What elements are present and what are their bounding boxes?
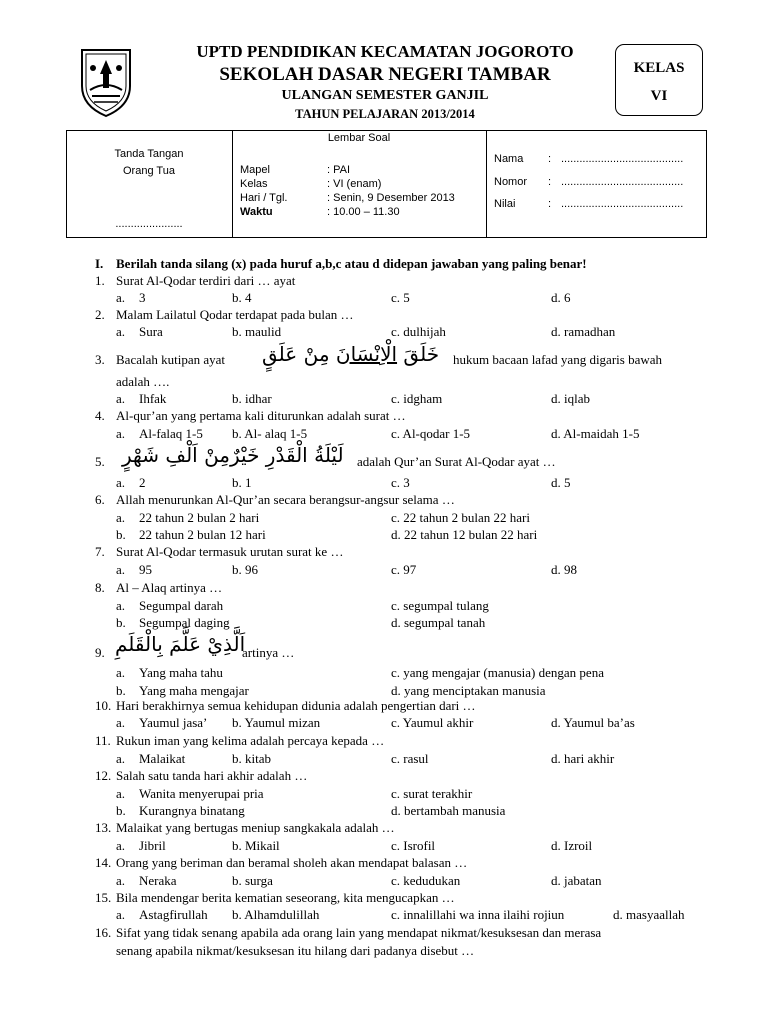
q8-option-a-letter: a. [116, 598, 126, 613]
q14-option-c[interactable]: c. kedudukan [391, 873, 461, 888]
q2-option-c[interactable]: c. dulhijah [391, 324, 446, 339]
q6-option-a[interactable]: 22 tahun 2 bulan 2 hari [139, 510, 260, 525]
q7-option-d[interactable]: d. 98 [551, 562, 577, 577]
field-date-value: : Senin, 9 Desember 2013 [327, 192, 455, 204]
q4-text: Al-qur’an yang pertama kali diturunkan adalah surat … [116, 408, 406, 423]
q8-option-b[interactable]: Segumpal daging [139, 615, 230, 630]
student-name-field[interactable]: ........................................ [561, 153, 684, 165]
q8-option-c[interactable]: c. segumpal tulang [391, 598, 489, 613]
q4-number: 4. [95, 408, 105, 423]
q1-text: Surat Al-Qodar terdiri dari … ayat [116, 273, 296, 288]
q4-option-a[interactable]: Al-falaq 1-5 [139, 426, 203, 441]
q5-option-a-letter: a. [116, 475, 126, 490]
q12-option-b[interactable]: Kurangnya binatang [139, 803, 245, 818]
q14-number: 14. [95, 855, 112, 870]
q8-option-a[interactable]: Segumpal darah [139, 598, 224, 613]
q16-text-2: senang apabila nikmat/kesuksesan itu hilang dari padanya disebut … [116, 943, 475, 958]
q6-text: Allah menurunkan Al-Qur’an secara berangsur-angsur selama … [116, 492, 455, 507]
q6-option-a-letter: a. [116, 510, 126, 525]
q12-option-b-letter: b. [116, 803, 126, 818]
q14-option-a[interactable]: Neraka [139, 873, 177, 888]
q5-option-a[interactable]: 2 [139, 475, 146, 490]
q9-option-d[interactable]: d. yang menciptakan manusia [391, 683, 546, 698]
q15-option-a[interactable]: Astagfirullah [139, 907, 208, 922]
q14-text: Orang yang beriman dan beramal sholeh akan mendapat balasan … [116, 855, 468, 870]
q13-number: 13. [95, 820, 112, 835]
q5-option-c[interactable]: c. 3 [391, 475, 410, 490]
q15-option-d[interactable]: d. masyaallah [613, 907, 685, 922]
field-time-value: : 10.00 – 11.30 [327, 206, 400, 218]
info-divider-right [486, 130, 487, 238]
q15-number: 15. [95, 890, 112, 905]
q9-number: 9. [95, 645, 105, 660]
q13-option-a[interactable]: Jibril [139, 838, 166, 853]
q14-option-a-letter: a. [116, 873, 126, 888]
q5-option-b[interactable]: b. 1 [232, 475, 252, 490]
student-number-label: Nomor [494, 176, 528, 188]
q16-text-1: Sifat yang tidak senang apabila ada orang lain yang mendapat nikmat/kesuksesan dan merasa [116, 925, 602, 940]
q16-number: 16. [95, 925, 112, 940]
q3-text-2: hukum bacaan lafad yang digaris bawah [453, 352, 663, 367]
q3-arabic [262, 342, 439, 366]
q3-option-d[interactable]: d. iqlab [551, 391, 590, 406]
q8-option-d[interactable]: d. segumpal tanah [391, 615, 486, 630]
q12-option-d[interactable]: d. bertambah manusia [391, 803, 506, 818]
q7-text: Surat Al-Qodar termasuk urutan surat ke … [116, 544, 344, 559]
q11-option-d[interactable]: d. hari akhir [551, 751, 615, 766]
q14-option-b[interactable]: b. surga [232, 873, 273, 888]
instruction-number: I. [95, 256, 104, 271]
q12-option-c[interactable]: c. surat terakhir [391, 786, 473, 801]
q7-option-a[interactable]: 95 [139, 562, 152, 577]
school-logo-emblem [76, 46, 136, 118]
q2-option-a-letter: a. [116, 324, 126, 339]
q12-number: 12. [95, 768, 112, 783]
q5-arabic: لَيْلَةُ الْقَدْرِ خَيْرٌمِنْ اَلْفِ شَهْرٍ [122, 443, 344, 467]
q8-number: 8. [95, 580, 105, 595]
info-divider-left [232, 130, 233, 238]
class-label: KELAS [633, 60, 685, 76]
q5-number: 5. [95, 454, 105, 469]
q2-text: Malam Lailatul Qodar terdapat pada bulan … [116, 307, 354, 322]
header-school-name: SEKOLAH DASAR NEGERI TAMBAR [219, 64, 551, 85]
q4-option-a-letter: a. [116, 426, 126, 441]
student-score-label: Nilai [494, 198, 516, 210]
instruction-text: Berilah tanda silang (x) pada huruf a,b,c atau d didepan jawaban yang paling benar! [116, 256, 587, 271]
q1-option-a-letter: a. [116, 290, 126, 305]
field-mapel-value: : PAI [327, 164, 351, 176]
sheet-title: Lembar Soal [327, 132, 391, 144]
q10-text: Hari berakhirnya semua kehidupan didunia adalah pengertian dari … [116, 698, 476, 713]
q3-option-a-letter: a. [116, 391, 126, 406]
q8-text: Al – Alaq artinya … [116, 580, 223, 595]
q3-option-b[interactable]: b. idhar [232, 391, 272, 406]
q15-option-a-letter: a. [116, 907, 126, 922]
q10-option-a[interactable]: Yaumul jasa’ [139, 715, 208, 730]
class-box [615, 44, 703, 116]
student-score-colon: : [548, 198, 552, 210]
q3-arabic-word-1: خَلَقَ [403, 342, 440, 366]
q1-option-a[interactable]: 3 [139, 290, 146, 305]
q12-text: Salah satu tanda hari akhir adalah … [116, 768, 308, 783]
q15-text: Bila mendengar berita kematian seseorang, kita mengucapkan … [116, 890, 455, 905]
q9-option-b-letter: b. [116, 683, 126, 698]
q11-option-b[interactable]: b. kitab [232, 751, 271, 766]
q15-option-c[interactable]: c. innalillahi wa inna ilaihi rojiun [391, 907, 565, 922]
q9-option-a[interactable]: Yang maha tahu [139, 665, 223, 680]
header-school-year: TAHUN PELAJARAN 2013/2014 [295, 107, 475, 121]
q7-number: 7. [95, 544, 105, 559]
q3-option-c[interactable]: c. idgham [391, 391, 443, 406]
q1-number: 1. [95, 273, 105, 288]
field-kelas-label: Kelas [240, 178, 268, 190]
q15-option-b[interactable]: b. Alhamdulillah [232, 907, 320, 922]
q7-option-b[interactable]: b. 96 [232, 562, 258, 577]
q7-option-a-letter: a. [116, 562, 126, 577]
q9-option-a-letter: a. [116, 665, 126, 680]
q10-number: 10. [95, 698, 112, 713]
q11-number: 11. [95, 733, 111, 748]
q13-option-c[interactable]: c. Isrofil [391, 838, 436, 853]
q3-text-3: adalah …. [116, 374, 170, 389]
q9-arabic: اَلَّذِيْ عَلَّمَ بِالْقَلَمِ [115, 632, 246, 656]
q2-option-a[interactable]: Sura [139, 324, 163, 339]
q6-option-c[interactable]: c. 22 tahun 2 bulan 22 hari [391, 510, 530, 525]
signature-line: ...................... [115, 218, 183, 230]
q11-text: Rukun iman yang kelima adalah percaya kepada … [116, 733, 385, 748]
q13-option-a-letter: a. [116, 838, 126, 853]
q5-option-d[interactable]: d. 5 [551, 475, 571, 490]
q11-option-c[interactable]: c. rasul [391, 751, 429, 766]
class-value: VI [650, 88, 668, 104]
q12-option-a-letter: a. [116, 786, 126, 801]
q6-number: 6. [95, 492, 105, 507]
q6-option-d[interactable]: d. 22 tahun 12 bulan 22 hari [391, 527, 538, 542]
q11-option-a-letter: a. [116, 751, 126, 766]
q10-option-c[interactable]: c. Yaumul akhir [391, 715, 474, 730]
q5-text: adalah Qur’an Surat Al-Qodar ayat … [357, 454, 556, 469]
q9-text: artinya … [242, 645, 295, 660]
q14-option-d[interactable]: d. jabatan [551, 873, 602, 888]
student-number-colon: : [548, 176, 552, 188]
field-time-label: Waktu [240, 206, 273, 218]
q4-option-c[interactable]: c. Al-qodar 1-5 [391, 426, 471, 441]
q3-number: 3. [95, 352, 105, 367]
q13-text: Malaikat yang bertugas meniup sangkakala adalah … [116, 820, 395, 835]
field-date-label: Hari / Tgl. [240, 192, 288, 204]
q8-option-b-letter: b. [116, 615, 126, 630]
q7-option-c[interactable]: c. 97 [391, 562, 417, 577]
q1-option-c[interactable]: c. 5 [391, 290, 410, 305]
q13-option-b[interactable]: b. Mikail [232, 838, 280, 853]
header-exam-title: ULANGAN SEMESTER GANJIL [281, 88, 489, 103]
q1-option-d[interactable]: d. 6 [551, 290, 571, 305]
q10-option-a-letter: a. [116, 715, 126, 730]
q3-arabic-underlined: الْاِنْسَانَ [335, 342, 398, 366]
q9-option-b[interactable]: Yang maha mengajar [139, 683, 249, 698]
q2-number: 2. [95, 307, 105, 322]
signature-title-1: Tanda Tangan [114, 148, 184, 160]
q2-option-b[interactable]: b. maulid [232, 324, 282, 339]
signature-title-2: Orang Tua [123, 165, 175, 177]
q10-option-d[interactable]: d. Yaumul ba’as [551, 715, 635, 730]
student-score-field[interactable]: ........................................ [561, 198, 684, 210]
student-number-field[interactable]: ........................................ [561, 176, 684, 188]
q3-option-a[interactable]: Ihfak [139, 391, 167, 406]
q1-option-b[interactable]: b. 4 [232, 290, 252, 305]
q6-option-b[interactable]: 22 tahun 2 bulan 12 hari [139, 527, 266, 542]
q2-option-d[interactable]: d. ramadhan [551, 324, 616, 339]
q11-option-a[interactable]: Malaikat [139, 751, 186, 766]
q4-option-b[interactable]: b. Al- alaq 1-5 [232, 426, 308, 441]
q6-option-b-letter: b. [116, 527, 126, 542]
field-mapel-label: Mapel [240, 164, 270, 176]
q10-option-b[interactable]: b. Yaumul mizan [232, 715, 321, 730]
q3-arabic-word-3: مِنْ عَلَقٍ [262, 342, 330, 366]
q9-option-c[interactable]: c. yang mengajar (manusia) dengan pena [391, 665, 604, 680]
q4-option-d[interactable]: d. Al-maidah 1-5 [551, 426, 640, 441]
q13-option-d[interactable]: d. Izroil [551, 838, 593, 853]
student-name-colon: : [548, 153, 552, 165]
q12-option-a[interactable]: Wanita menyerupai pria [139, 786, 264, 801]
q3-text-1: Bacalah kutipan ayat [116, 352, 226, 367]
student-name-label: Nama [494, 153, 524, 165]
field-kelas-value: : VI (enam) [327, 178, 382, 190]
header-agency: UPTD PENDIDIKAN KECAMATAN JOGOROTO [196, 42, 574, 61]
